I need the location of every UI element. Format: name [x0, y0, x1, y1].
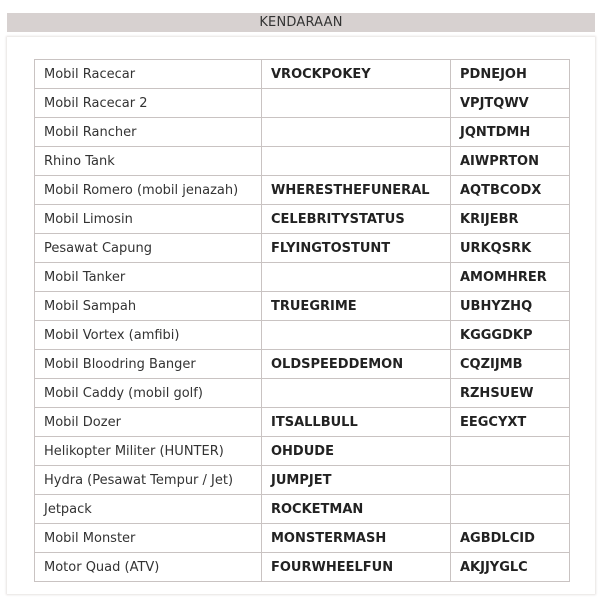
table-row [35, 466, 570, 495]
vehicle-name: Mobil Tanker [35, 263, 262, 292]
cheat-code-secondary: AIWPRTON [451, 147, 570, 176]
section-header [7, 13, 595, 32]
cheat-code-primary: ROCKETMAN [262, 495, 451, 524]
vehicle-name: Mobil Rancher [35, 118, 262, 147]
vehicle-name: Hydra (Pesawat Tempur / Jet) [35, 466, 262, 495]
vehicle-name: Motor Quad (ATV) [35, 553, 262, 582]
cheat-code-primary: ITSALLBULL [262, 408, 451, 437]
cheat-code-secondary: KGGGDKP [451, 321, 570, 350]
table-row [35, 60, 570, 89]
table-row [35, 408, 570, 437]
vehicle-name: Helikopter Militer (HUNTER) [35, 437, 262, 466]
table-row [35, 292, 570, 321]
table-row [35, 379, 570, 408]
cheat-code-primary [262, 379, 451, 408]
cheat-code-primary: FOURWHEELFUN [262, 553, 451, 582]
vehicle-name: Pesawat Capung [35, 234, 262, 263]
cheat-code-primary: OLDSPEEDDEMON [262, 350, 451, 379]
vehicle-name: Rhino Tank [35, 147, 262, 176]
table-row [35, 437, 570, 466]
cheat-code-primary [262, 89, 451, 118]
vehicle-name: Mobil Vortex (amfibi) [35, 321, 262, 350]
cheat-code-secondary: EEGCYXT [451, 408, 570, 437]
cheat-code-secondary: AGBDLCID [451, 524, 570, 553]
vehicle-name: Mobil Dozer [35, 408, 262, 437]
cheat-code-secondary: AMOMHRER [451, 263, 570, 292]
vehicle-name: Mobil Racecar 2 [35, 89, 262, 118]
table-row [35, 118, 570, 147]
table-row [35, 234, 570, 263]
vehicle-name: Jetpack [35, 495, 262, 524]
cheat-code-primary: TRUEGRIME [262, 292, 451, 321]
cheat-code-secondary: AKJJYGLC [451, 553, 570, 582]
cheat-code-primary [262, 263, 451, 292]
vehicle-name: Mobil Caddy (mobil golf) [35, 379, 262, 408]
cheat-code-secondary: VPJTQWV [451, 89, 570, 118]
cheat-code-primary: VROCKPOKEY [262, 60, 451, 89]
cheat-code-secondary: URKQSRK [451, 234, 570, 263]
table-row [35, 263, 570, 292]
cheat-code-secondary [451, 495, 570, 524]
vehicle-name: Mobil Racecar [35, 60, 262, 89]
cheat-code-primary: FLYINGTOSTUNT [262, 234, 451, 263]
cheat-code-primary [262, 321, 451, 350]
table-row [35, 89, 570, 118]
table-row [35, 524, 570, 553]
table-row [35, 495, 570, 524]
cheat-code-secondary: CQZIJMB [451, 350, 570, 379]
cheat-code-primary: MONSTERMASH [262, 524, 451, 553]
cheat-code-primary: WHERESTHEFUNERAL [262, 176, 451, 205]
section-title: KENDARAAN [259, 15, 343, 30]
cheat-code-secondary [451, 437, 570, 466]
cheat-code-primary: OHDUDE [262, 437, 451, 466]
table-row [35, 205, 570, 234]
cheat-code-secondary: UBHYZHQ [451, 292, 570, 321]
vehicle-name: Mobil Bloodring Banger [35, 350, 262, 379]
vehicle-name: Mobil Sampah [35, 292, 262, 321]
cheat-code-secondary: RZHSUEW [451, 379, 570, 408]
table-row [35, 176, 570, 205]
cheat-code-secondary: AQTBCODX [451, 176, 570, 205]
cheat-table [34, 59, 570, 582]
cheat-code-secondary: JQNTDMH [451, 118, 570, 147]
vehicle-name: Mobil Monster [35, 524, 262, 553]
cheat-code-primary [262, 147, 451, 176]
cheat-code-primary: CELEBRITYSTATUS [262, 205, 451, 234]
cheat-code-secondary: KRIJEBR [451, 205, 570, 234]
cheat-code-primary [262, 118, 451, 147]
table-row [35, 553, 570, 582]
vehicle-name: Mobil Romero (mobil jenazah) [35, 176, 262, 205]
vehicle-name: Mobil Limosin [35, 205, 262, 234]
cheat-code-secondary [451, 466, 570, 495]
cheat-code-primary: JUMPJET [262, 466, 451, 495]
table-row [35, 350, 570, 379]
table-row [35, 321, 570, 350]
cheat-code-secondary: PDNEJOH [451, 60, 570, 89]
table-row [35, 147, 570, 176]
